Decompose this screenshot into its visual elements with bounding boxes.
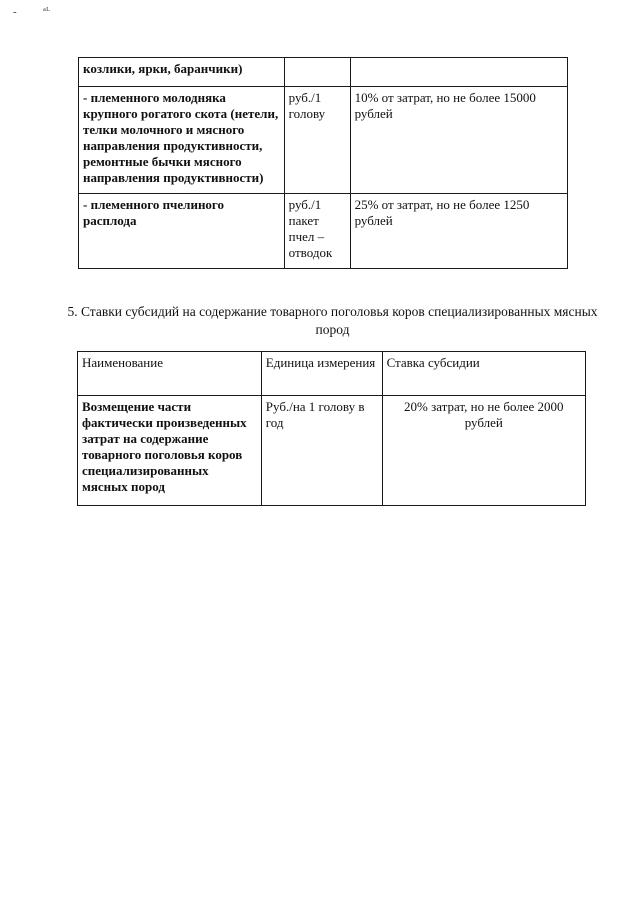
table-cell-rate: 25% от затрат, но не более 1250 рублей bbox=[350, 194, 567, 269]
table-row bbox=[79, 87, 568, 194]
table-cell-rate: 20% затрат, но не более 2000 рублей bbox=[382, 396, 585, 506]
column-header-unit: Единица измерения bbox=[261, 352, 382, 396]
table-row bbox=[78, 396, 586, 506]
cow-subsidy-table bbox=[77, 351, 586, 506]
table-cell-unit: руб./1 голову bbox=[284, 87, 350, 194]
table-cell-rate: 10% от затрат, но не более 15000 рублей bbox=[350, 87, 567, 194]
table-row bbox=[79, 58, 568, 87]
table-cell-rate bbox=[350, 58, 567, 87]
table-cell-name: Возмещение части фактически произведенных затрат на содержание товарного поголовья коров специализированных мясных пород bbox=[78, 396, 262, 506]
table-row bbox=[79, 194, 568, 269]
table-cell-unit: Руб./на 1 голову в год bbox=[261, 396, 382, 506]
section-title: 5. Ставки субсидий на содержание товарного поголовья коров специализированных мясных пород bbox=[67, 304, 598, 337]
table-cell-name: - племенного пчелиного расплода bbox=[79, 194, 285, 269]
table-cell-name: козлики, ярки, баранчики) bbox=[79, 58, 285, 87]
column-header-name: Наименование bbox=[78, 352, 262, 396]
table-header-row bbox=[78, 352, 586, 396]
column-header-rate: Ставка субсидии bbox=[382, 352, 585, 396]
subsidy-rates-table-continued bbox=[78, 57, 568, 269]
scan-mark: - bbox=[13, 6, 17, 18]
table-cell-unit bbox=[284, 58, 350, 87]
scan-mark: ᵃᴸ bbox=[43, 5, 51, 17]
table-cell-name: - племенного молодняка крупного рогатого скота (нетели, телки молочного и мясного направления продуктивности, ремонтные бычки мясного направления продуктивности) bbox=[79, 87, 285, 194]
table-cell-unit: руб./1 пакет пчел – отводок bbox=[284, 194, 350, 269]
